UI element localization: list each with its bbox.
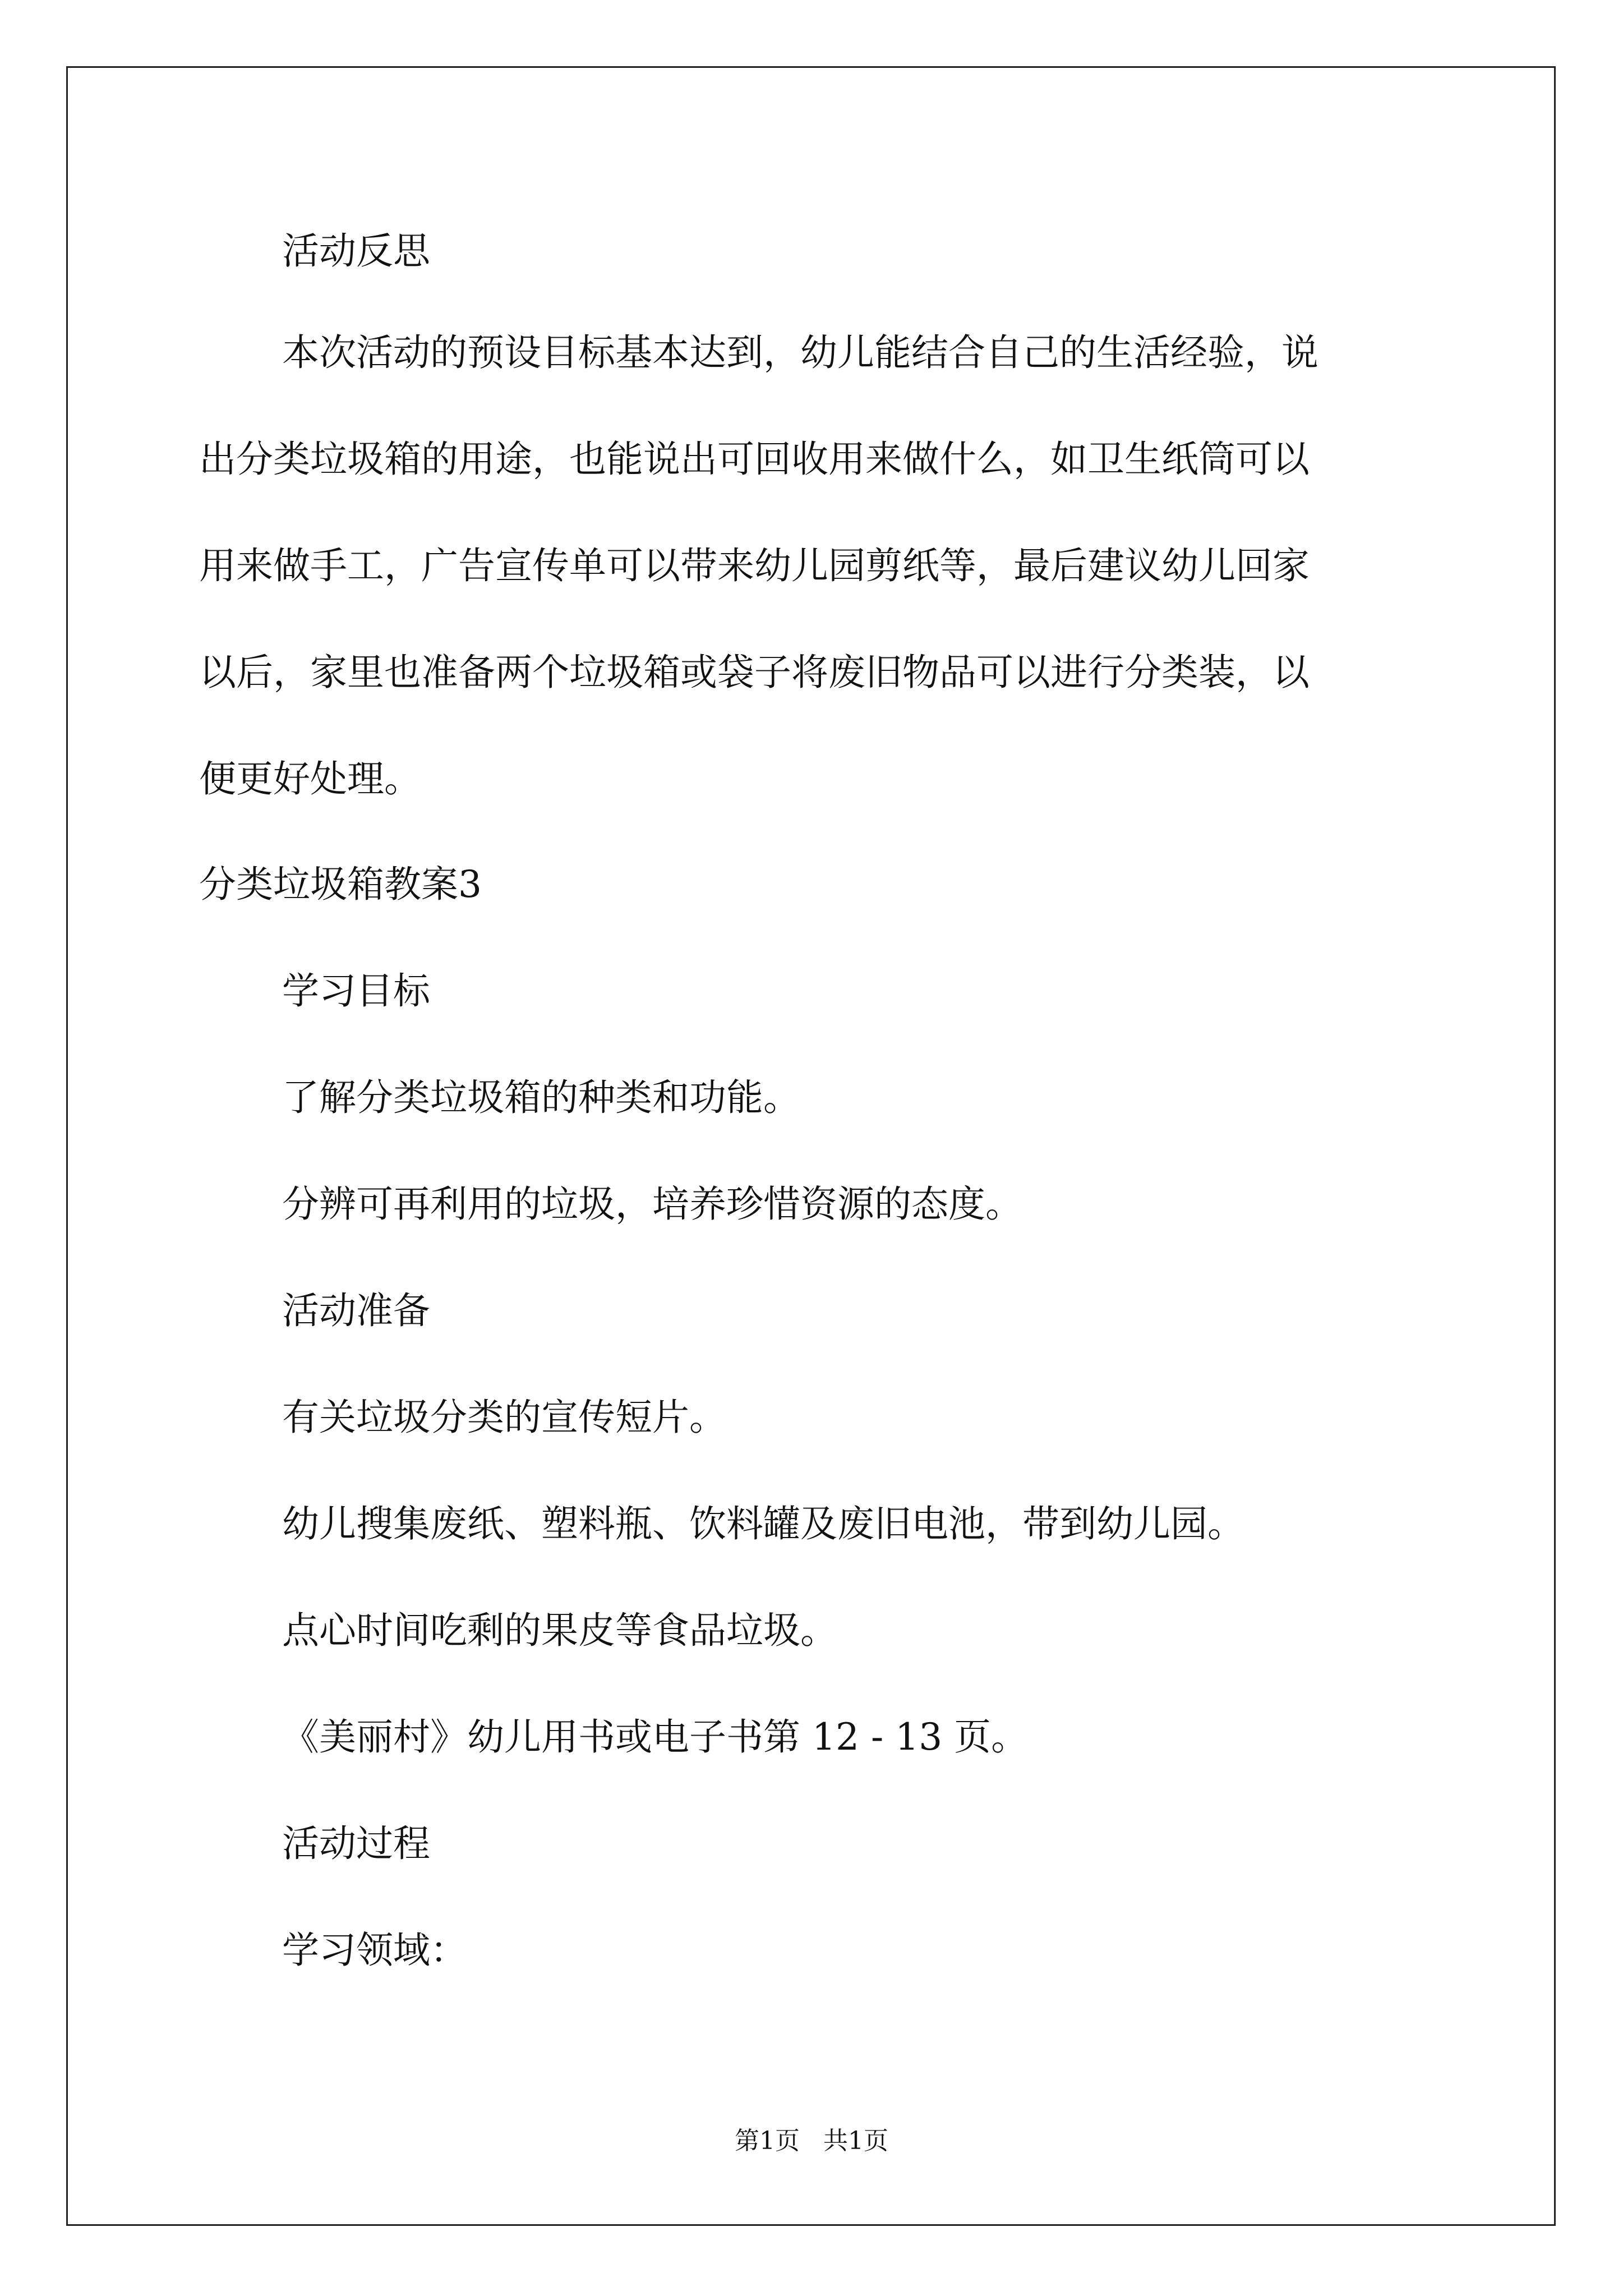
- prep-item: 点心时间吃剩的果皮等食品垃圾。: [282, 1609, 837, 1652]
- reflection-line: 便更好处理。: [199, 757, 421, 800]
- heading-reflection: 活动反思: [282, 229, 430, 273]
- section-title: 分类垃圾箱教案3: [199, 863, 482, 906]
- reflection-line: 以后，家里也准备两个垃圾箱或袋子将废旧物品可以进行分类装，以: [199, 651, 1310, 694]
- prep-item: 幼儿搜集废纸、塑料瓶、饮料罐及废旧电池，带到幼儿园。: [282, 1502, 1244, 1545]
- goal-item: 了解分类垃圾箱的种类和功能。: [282, 1076, 800, 1119]
- heading-goals: 学习目标: [282, 969, 430, 1013]
- goal-item: 分辨可再利用的垃圾，培养珍惜资源的态度。: [282, 1182, 1022, 1226]
- prep-item: 有关垃圾分类的宣传短片。: [282, 1396, 726, 1439]
- heading-prep: 活动准备: [282, 1289, 430, 1332]
- prep-item: 《美丽村》幼儿用书或电子书第 12 - 13 页。: [282, 1715, 1029, 1759]
- heading-process: 活动过程: [282, 1822, 430, 1865]
- reflection-line: 用来做手工，广告宣传单可以带来幼儿园剪纸等，最后建议幼儿回家: [199, 544, 1310, 587]
- learning-domain-label: 学习领域：: [282, 1929, 467, 1972]
- page-border: [66, 66, 1556, 2226]
- reflection-line: 本次活动的预设目标基本达到，幼儿能结合自己的生活经验，说: [282, 331, 1318, 374]
- page-number: 第1页 共1页: [735, 2127, 888, 2155]
- reflection-line: 出分类垃圾箱的用途，也能说出可回收用来做什么，如卫生纸筒可以: [199, 438, 1310, 481]
